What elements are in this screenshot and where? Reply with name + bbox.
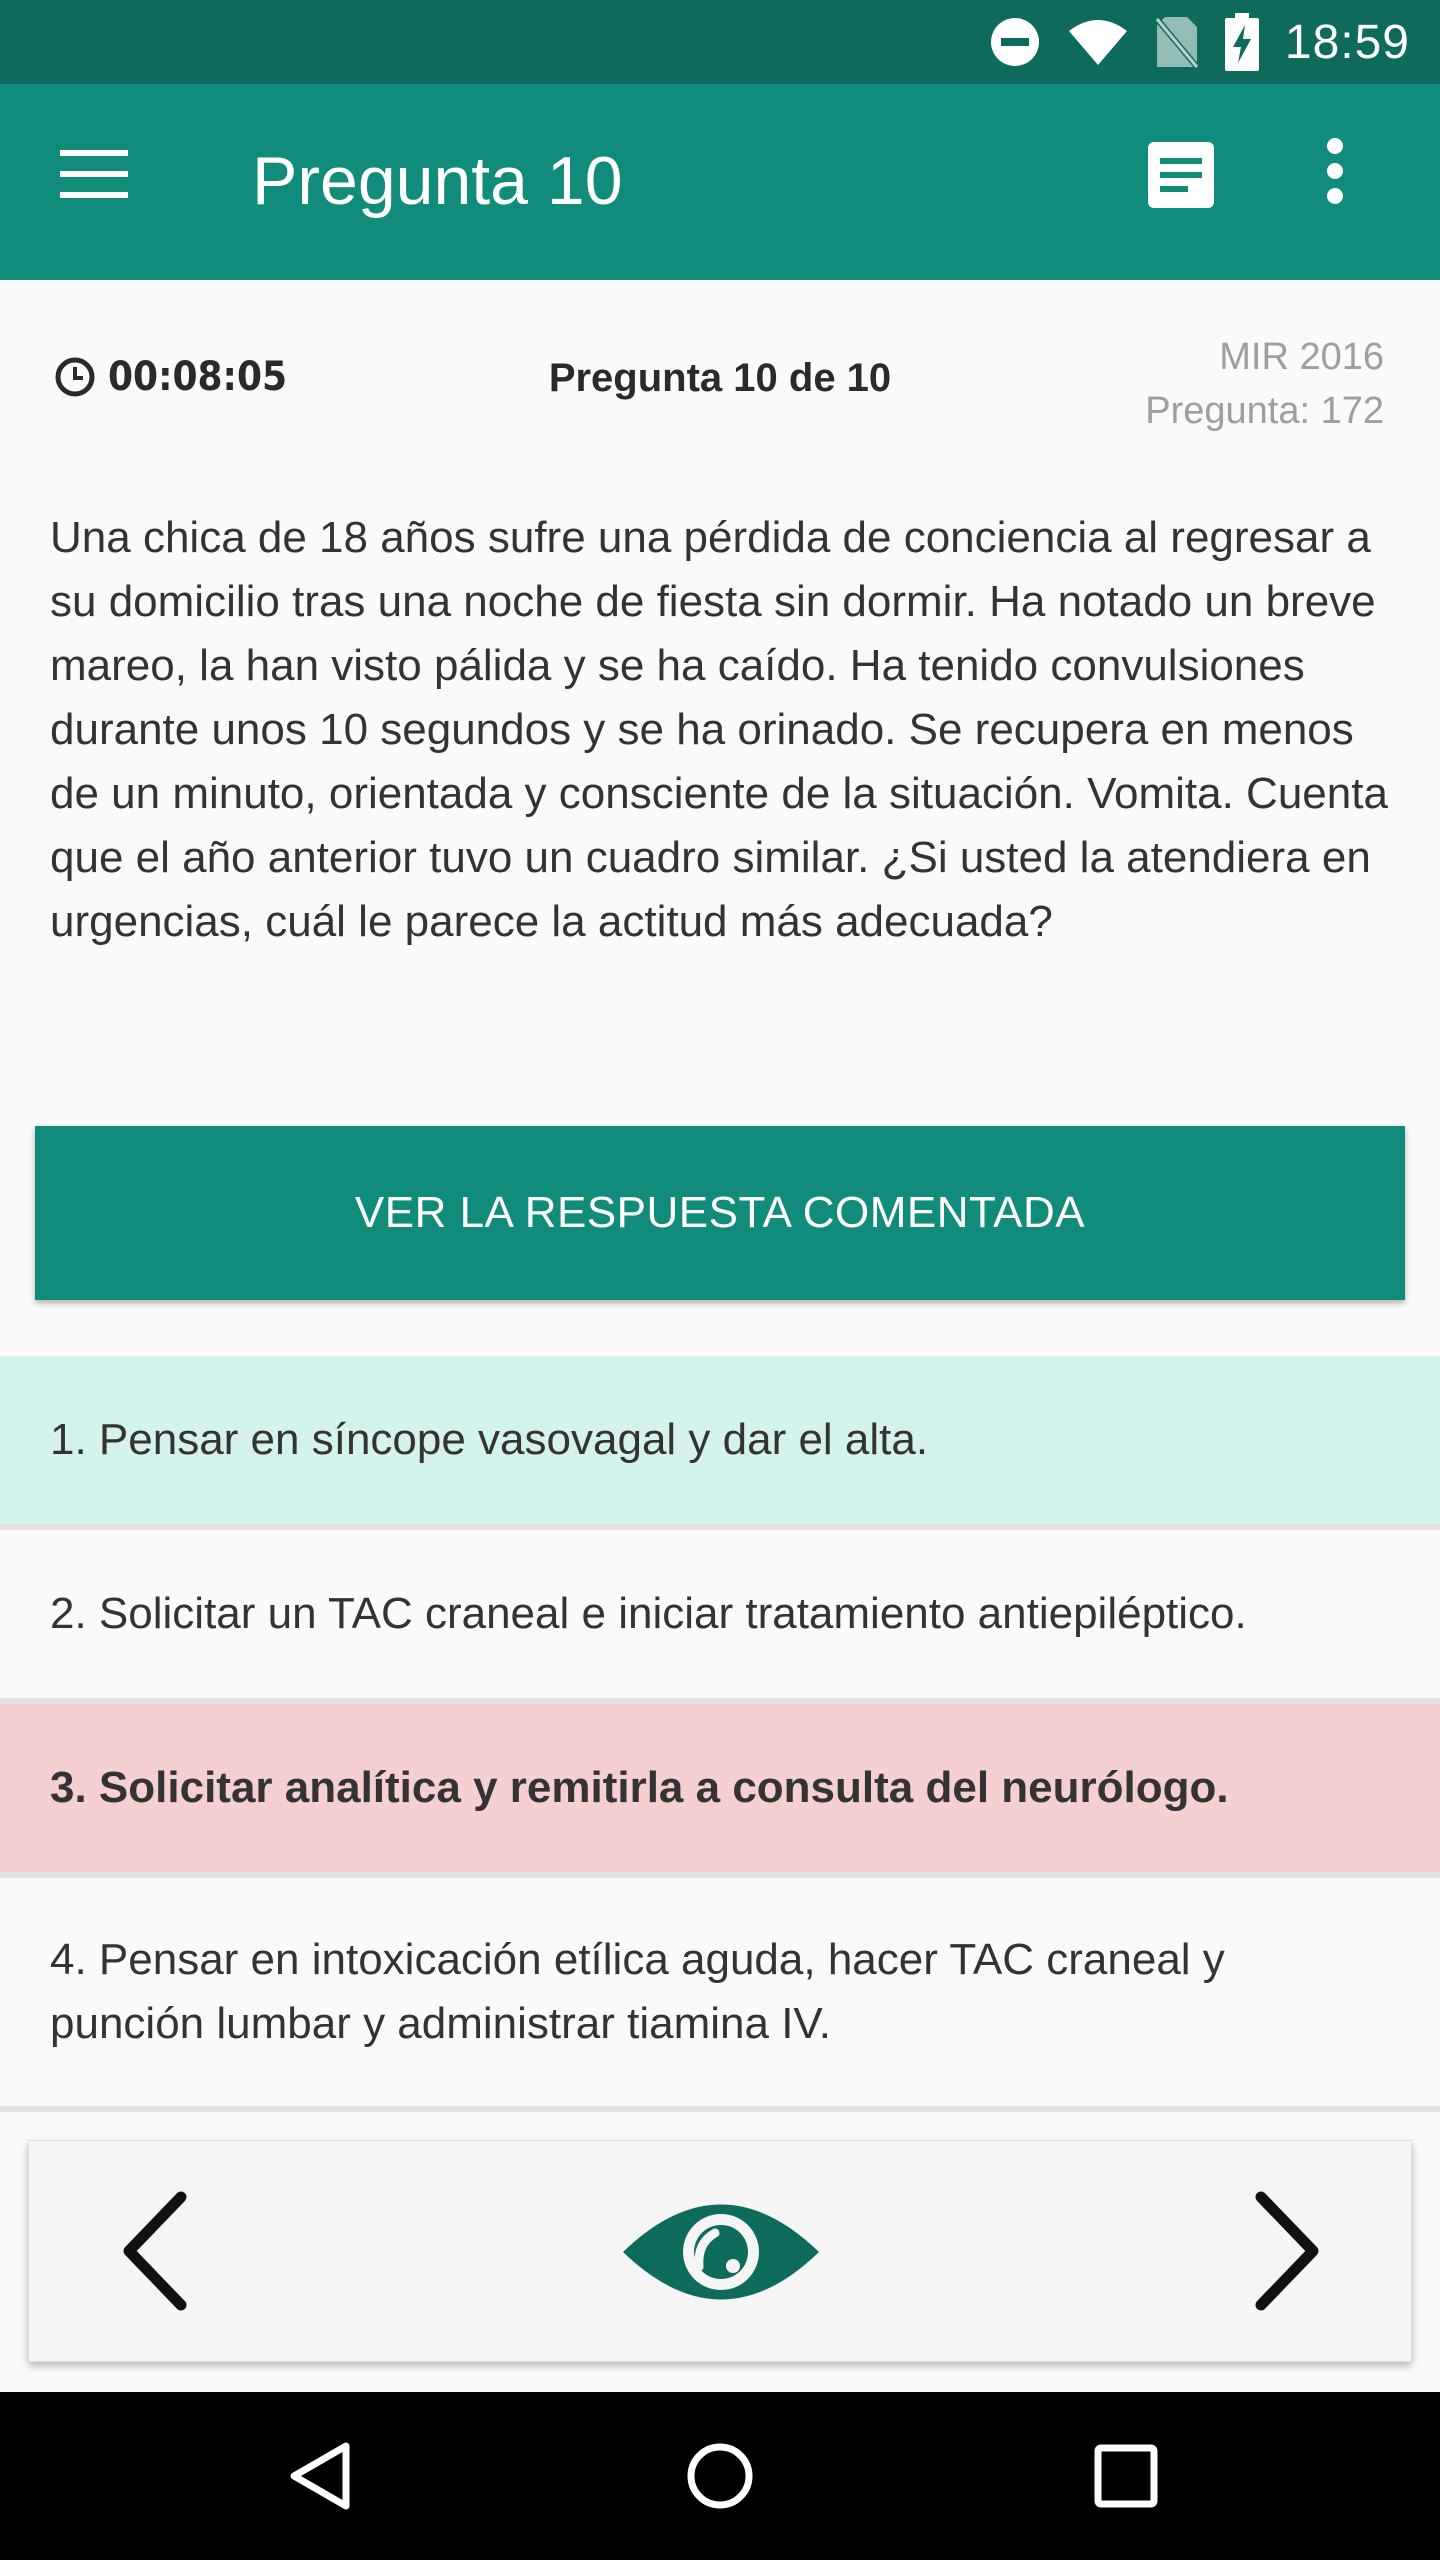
app-bar: [0, 84, 1440, 280]
back-triangle-icon: [280, 2436, 360, 2516]
wifi-icon: [1067, 17, 1129, 67]
recents-square-icon: [1086, 2436, 1166, 2516]
answer-option-1[interactable]: [0, 1356, 1440, 1530]
chevron-left-icon: [93, 2189, 213, 2313]
notes-button[interactable]: [1148, 142, 1228, 222]
menu-button[interactable]: [60, 148, 140, 216]
status-time: 18:59: [1284, 15, 1410, 69]
system-back-button[interactable]: [280, 2436, 360, 2516]
more-options-button[interactable]: [1322, 138, 1388, 228]
answer-option-4[interactable]: [0, 1878, 1440, 2112]
battery-charging-icon: [1225, 13, 1259, 71]
do-not-disturb-icon: [989, 16, 1041, 68]
previous-question-button[interactable]: [93, 2189, 213, 2313]
exam-name: MIR 2016: [1219, 336, 1384, 378]
question-navigation-bar: [28, 2140, 1412, 2362]
status-bar: [0, 0, 1440, 84]
answer-option-text: 3. Solicitar analítica y remitirla a consulta del neurólogo.: [50, 1763, 1229, 1812]
more-vert-icon: [1322, 138, 1348, 204]
timer-value: 00:08:05: [108, 354, 288, 400]
system-navigation-bar: [0, 2392, 1440, 2560]
answer-option-text: 2. Solicitar un TAC craneal e iniciar tratamiento antiepiléptico.: [50, 1589, 1247, 1638]
eye-icon: [619, 2187, 823, 2317]
answer-options: [0, 1356, 1440, 2112]
reveal-answer-button[interactable]: [619, 2187, 823, 2317]
question-reference: Pregunta: 172: [1145, 390, 1384, 432]
system-home-button[interactable]: [680, 2436, 760, 2516]
question-info-row: [0, 330, 1440, 450]
chevron-right-icon: [1229, 2189, 1349, 2313]
question-progress: Pregunta 10 de 10: [548, 356, 892, 400]
next-question-button[interactable]: [1229, 2189, 1349, 2313]
answer-option-3[interactable]: [0, 1704, 1440, 1878]
view-answer-button[interactable]: VER LA RESPUESTA COMENTADA: [35, 1126, 1405, 1300]
question-text: Una chica de 18 años sufre una pérdida de conciencia al regresar a su domicilio tras una noche de fiesta sin dormir. Ha notado un breve mareo, la han visto pálida y se ha caído. Ha tenido convulsiones durante unos 10 segundos y se ha orinado. Se recupera en menos de un minuto, orientada y consciente de la situación. Vomita. Cuenta que el año anterior tuvo un cuadro similar. ¿Si usted la atendiera en urgencias, cuál le parece la actitud más adecuada?: [50, 513, 1388, 946]
answer-option-text: 1. Pensar en síncope vasovagal y dar el alta.: [50, 1415, 929, 1464]
answer-option-text: 4. Pensar en intoxicación etílica aguda, hacer TAC craneal y punción lumbar y administrar tiamina IV.: [50, 1935, 1225, 2048]
answer-option-2[interactable]: [0, 1530, 1440, 1704]
question-source: [1145, 330, 1384, 438]
page-title: Pregunta 10: [252, 143, 623, 219]
menu-icon: [60, 148, 130, 200]
home-circle-icon: [680, 2436, 760, 2516]
no-sim-icon: [1155, 15, 1199, 69]
notes-icon: [1148, 142, 1214, 208]
system-recents-button[interactable]: [1086, 2436, 1166, 2516]
